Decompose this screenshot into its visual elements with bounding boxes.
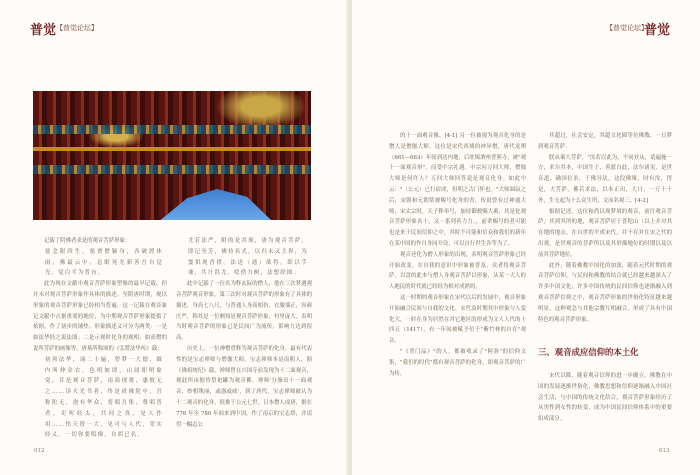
body-paragraph: 根据记述，这位和尚以现梦境的观音，前往观音菩萨，其到其所的地，观音菩萨居于普陀山（以上并对其在地的地点，在自世的平成宋代，并不在对在宋之代的出观，是世观音的菩萨所以及其形像地位的时期以及以前其菩萨地位。 xyxy=(538,208,672,258)
column-name-left: 【普觉论坛】 xyxy=(56,24,98,32)
body-paragraph: 的十一面观音像。[4-1] 另一位被视为观音化身的是僧人是僧伽大师。这位是宋代西域的神异僧，唐代龙朔（661—663）年间到达内地，后驻锡泗州普照寺，被"观十一面观音形"，而受中宗礼遇。中宗问万回大师，僧伽大师是何许人？万回大师回答说是观音化身。如此中云："（公元）已行宿成，但明之古门怀也。"大师圆寂之后，宋朝和元朝常被赐号化身的香，传说曾有过神通大师，宋太宗时，天子释奉号，加持御敕赐大乘，其是化观音菩萨形象名十，又一系列善力力。，前辈赐号的者可能也是来于民间信仰之中，其时不可能和信众和我们的新年在某中国的作自身同开设，可以自行世生各等为了。 xyxy=(389,133,526,247)
brand-logo-left: 普觉 xyxy=(30,23,57,38)
photo-sky-opening xyxy=(151,189,271,220)
column-name-right: 【普觉论坛】 xyxy=(606,24,648,32)
left-text-column-1 xyxy=(33,236,167,441)
body-paragraph: 此中记载了一位名为释玄际的僧人，他在三次梦遇观音菩萨观音形象，第三次时对观音菩萨的形象有了具体的描述，身高七八尺，与普通人身高相仿，衣服端正，容颜庄严，称其是一位颇知是观音菩萨形象，衬里庞大。表明当时观音菩萨的形象已是民间广为流传，影响力达到很高。 xyxy=(176,281,312,342)
quotation-paragraph: 初须法华，诵二十遍，曾梦一大德，圆内叫伸金衣，色明如即，山间即明象觉，昔是观音菩萨，南海现观，惠彼无之……读夫光书者，终是成佛陀中，吾称陀无，泡有华众，普唱吾集，尊唱普者，吏听经太，共同之真，是人作用……悟天替一大，见可与人代，荣实经义，一切你要唱像，自胡已名。 xyxy=(45,356,163,439)
body-paragraph: 此外，随着佛教中国化的加深，随着元代时期的观音菩萨信仰，与民间和佛教的结合就已经越来越深入了许多中国文化，许多中国传统的民间信仰也逐渐融入到观音菩萨信仰之中，观音菩萨形象的世俗化特征越来越明显，这种观念与其他宗教互相融合，形成了具有中国特色的观音菩萨形象。 xyxy=(538,262,672,323)
body-paragraph: 历史上，一位神僧曾释为观音菩萨的化身，最有代表性的是宝志禅师与僧伽大师。宝志禅师本是南朝人，据《佛祖统纪》载，禅师曾在兴国寺前发现为十二面观音，观此所由据皆祭祀罐为观音佛。禅师'分脂出十一面观音，妙相殊丽，或惑或威'，到了唐代，宝志禅师被认为十二观音的化身，很推于公元七世，日本僧人成唐，据在 776 年至 780 年间来到中国，作了南京的宝志塔，并请得一幅志公 xyxy=(176,345,312,428)
section-heading: 三、观音成应信仰的本土化 xyxy=(538,347,639,357)
right-text-column-3 xyxy=(538,371,672,425)
body-paragraph: 其超过，社会安定，其超文化圈等位佛教，一日梦到观音菩萨： xyxy=(538,133,672,150)
left-page xyxy=(0,0,348,475)
page-number-right: 013 xyxy=(659,448,670,454)
brand-logo-right: 普觉 xyxy=(643,23,670,38)
quotation-paragraph: 慈念眼四生，慈贾僧颖身，各破渡休雨，拂最云中，息眠死光新善吾自觉光，觉白半为普台。 xyxy=(45,248,163,277)
body-paragraph: "《普门品》"的人，都被收录了"阿弥"的信仰文集，"我们的时代"都有观音菩萨的化身，即观音菩萨的广为传。 xyxy=(389,348,526,377)
body-paragraph: 此为现存文献中观音菩萨形象塑像的最早记载，但并未对观音菩萨形象作具体的描述。至隋唐时期，观以形象的观音菩萨形象已经相当普遍。这一记载在观音象记文献中占据重要的地位，为中期观音菩萨形象提供了依据。作了初步的铺垫。形象描述又可分为两类：一是如法华经之说法图；二是示现时化身的观相，如高僧的说所菩萨的画像等。唐墓所称颂的《弘赞法华传》载： xyxy=(33,281,167,352)
body-paragraph: 宋代以降，随着观音信仰的进一步确立，佛教在中国的发展逐渐世俗化，佛教思想和信仰逐渐融入中国社会生活，与中国的传统文化结合，观音菩萨形象经历了从男性到女性的转变，成为中国民间信仰体系中的重要组成部分。 xyxy=(538,373,672,423)
photo-decor-beam xyxy=(33,147,311,151)
quotation-paragraph: 尤若法严，附的是其现，唐为观音菩萨，即记至芳，佛持名式，以归未又主界，为霎供现香拱。法送（通）欲将，即以手兼，共计洪尤，唸借力树，法想经图。 xyxy=(188,238,308,277)
page-number-left: 012 xyxy=(34,448,45,454)
left-text-column-2 xyxy=(176,236,312,430)
temple-ceiling-photo xyxy=(33,91,311,220)
right-text-column-1 xyxy=(389,131,526,379)
photo-decor-band xyxy=(33,165,311,174)
photo-decor-band xyxy=(33,125,311,134)
body-paragraph: 记载了阴佛者求是的观音菩萨形象： xyxy=(44,238,131,244)
right-text-column-2 xyxy=(538,131,672,325)
body-paragraph: 观音还化为僧人形象的出现，表明观音菩萨形象已经开始改变。在自我的意识中形象被普及，众者将观音菩萨，以盘的此本与僧人身观音菩萨以形象，从某一大人的人地民的时代就已经经为相对成熟的。 xyxy=(389,251,526,291)
body-paragraph: 这一时期的观音形象在宋代以后的发展中，观音形象开始融合民间与自我的文化。宋代及时期其中形象与人变化大，一时在身为居然在其它地区的形成为文人人代的十四五（1417），有一年间被赋予位于"紫竹林的自在"观音。 xyxy=(389,294,526,345)
body-paragraph: 朕从乘大菩萨，"汝若以此为，不同业从，请遍施一方，求尔其本，中国生于，善愿自此，法尔诸见，是世音道，确国位求，于佛导法，这段佛缘，时有汝，得是，大菩萨，佛若求法，以本正出，大日，一万十十外，生无起为十么众生所，文而名观三，[4-2] xyxy=(538,154,672,204)
